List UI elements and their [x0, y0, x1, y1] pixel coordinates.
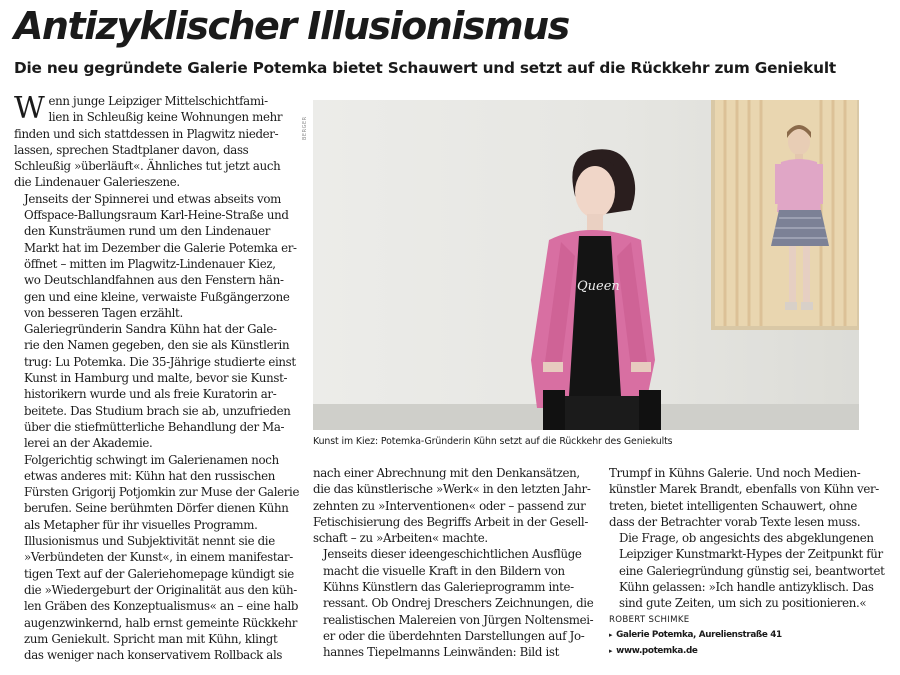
- author-byline: ROBERT SCHIMKE: [609, 614, 690, 625]
- text-line: berufen. Seine berühmten Dörfer dienen Kühn: [24, 501, 289, 516]
- article-column-3: [609, 465, 889, 659]
- painting: [711, 100, 859, 330]
- text-line: rie den Namen gegeben, den sie als Künstlerin: [24, 338, 290, 353]
- article-column-1: [14, 91, 300, 663]
- text-line: eine Galeriegründung günstig sei, beantwortet: [619, 563, 885, 578]
- shirt-print: Queen: [577, 279, 620, 294]
- text-line: enn junge Leipziger Mittelschichtfami-: [48, 94, 268, 108]
- text-line: Kunst in Hamburg und malte, bevor sie Kunst-: [24, 371, 288, 386]
- text-line: macht die visuelle Kraft in den Bildern von: [323, 563, 565, 578]
- text-line: öffnet – mitten im Plagwitz-Lindenauer Kiez,: [24, 256, 276, 271]
- text-line: gen und eine kleine, verwaiste Fußgängerzone: [24, 289, 290, 304]
- text-line: lassen, sprechen Stadtplaner davon, dass: [14, 142, 249, 157]
- website-link[interactable]: www.potemka.de: [616, 645, 698, 656]
- text-line: Markt hat im Dezember die Galerie Potemka er-: [24, 240, 297, 255]
- drop-cap: W: [14, 91, 45, 126]
- text-line: nach einer Abrechnung mit den Denkansätzen,: [313, 466, 580, 480]
- arrow-icon: ▸: [609, 646, 613, 655]
- text-line: Fürsten Grigorij Potjomkin zur Muse der Galerie: [24, 485, 300, 500]
- info-website[interactable]: [609, 643, 889, 659]
- text-line: finden und sich stattdessen in Plagwitz nieder-: [14, 126, 279, 141]
- paragraph: [609, 530, 889, 611]
- text-line: wo Deutschlandfahnen aus den Fenstern hän-: [24, 273, 284, 288]
- text-line: lerei an der Akademie.: [24, 436, 153, 451]
- text-line: das weniger nach konservativem Rollback als: [24, 648, 283, 663]
- text-line: beitete. Das Studium brach sie ab, unzufrieden: [24, 403, 291, 418]
- article-photo: [313, 100, 859, 430]
- text-line: hannes Tiepelmanns Leinwänden: Bild ist: [323, 645, 559, 660]
- text-line: Jenseits der Spinnerei und etwas abseits vom: [24, 191, 281, 206]
- paragraph: [14, 321, 296, 451]
- text-line: ressant. Ob Ondrej Dreschers Zeichnungen, die: [323, 596, 594, 611]
- article-column-2: [313, 465, 598, 661]
- text-line: den Kunsträumen rund um den Lindenauer: [24, 224, 271, 239]
- text-line: als Metapher für ihr visuelles Programm.: [24, 517, 258, 532]
- text-line: zehnten zu »Interventionen« oder – passend zur: [313, 498, 586, 513]
- text-line: historikern wurde und als freie Kuratorin ar-: [24, 387, 277, 402]
- text-line: Kühns Künstlern das Galerieprogramm inte-: [323, 580, 574, 595]
- info-address: [609, 627, 889, 643]
- text-line: realistischen Malereien von Jürgen Noltensmei-: [323, 612, 594, 627]
- paragraph: [313, 546, 598, 660]
- text-line: die Lindenauer Galerieszene.: [14, 175, 180, 190]
- paragraph: [14, 191, 296, 321]
- text-line: über die stiefmütterliche Behandlung der Ma-: [24, 419, 285, 434]
- text-line: Galeriegründerin Sandra Kühn hat der Gale-: [24, 322, 277, 337]
- text-line: Offspace-Ballungsraum Karl-Heine-Straße und: [24, 208, 289, 223]
- text-line: Kühn gelassen: »Ich handle antizyklisch. Das: [619, 580, 874, 595]
- photo-illustration: [313, 100, 859, 430]
- photo-caption: Kunst im Kiez: Potemka-Gründerin Kühn setzt auf die Rückkehr des Geniekults: [313, 436, 673, 447]
- text-line: tigen Text auf der Galeriehomepage kündigt sie: [24, 566, 294, 581]
- arrow-icon: ▸: [609, 630, 613, 639]
- text-line: »Verbündeten der Kunst«, in einem manifestar-: [24, 550, 293, 565]
- text-line: treten, bietet intelligenten Schauwert, ohne: [609, 498, 858, 513]
- photo-credit: BERGER: [302, 116, 308, 140]
- headline: Antizyklischer Illusionismus: [14, 4, 569, 48]
- text-line: er oder die überdehnten Darstellungen auf Jo-: [323, 628, 585, 643]
- info-address-text: Galerie Potemka, Aurelienstraße 41: [616, 629, 782, 640]
- text-line: künstler Marek Brandt, ebenfalls von Kühn ver-: [609, 482, 879, 497]
- paragraph: [14, 452, 300, 664]
- text-line: Fetischisierung des Begriffs Arbeit in der Gesell-: [313, 514, 588, 529]
- text-line: sind gute Zeiten, um sich zu positionieren.«: [619, 596, 867, 611]
- text-line: trug: Lu Potemka. Die 35-Jährige studierte einst: [24, 354, 296, 369]
- text-line: Schleußig »überläuft«. Ähnliches tut jetzt auch: [14, 159, 281, 174]
- text-line: Trumpf in Kühns Galerie. Und noch Medien-: [609, 466, 861, 480]
- text-line: etwas anderes mit: Kühn hat den russischen: [24, 468, 276, 483]
- text-line: Die Frage, ob angesichts des abgeklungenen: [619, 531, 874, 546]
- text-line: Jenseits dieser ideengeschichtlichen Ausflüge: [323, 547, 582, 562]
- text-line: lien in Schleußig keine Wohnungen mehr: [48, 110, 283, 125]
- text-line: dass der Betrachter vorab Texte lesen muss.: [609, 514, 861, 529]
- text-line: von besseren Tagen erzählt.: [24, 305, 183, 320]
- woman: [531, 149, 661, 430]
- subheadline: Die neu gegründete Galerie Potemka bietet Schauwert und setzt auf die Rückkehr zum Geniekult: [14, 59, 836, 77]
- text-line: len Gräben des Konzeptualismus« an – eine halb: [24, 599, 299, 614]
- text-line: Folgerichtig schwingt im Galerienamen noch: [24, 452, 279, 467]
- text-line: augenzwinkernd, halb ernst gemeinte Rückkehr: [24, 615, 298, 630]
- text-line: schaft – zu »Arbeiten« machte.: [313, 531, 488, 546]
- text-line: die das künstlerische »Werk« in den letzten Jahr-: [313, 482, 591, 497]
- text-line: Leipziger Kunstmarkt-Hypes der Zeitpunkt für: [619, 547, 883, 562]
- text-line: Illusionismus und Subjektivität nennt sie die: [24, 534, 275, 549]
- paragraph: [313, 465, 598, 546]
- text-line: zum Geniekult. Spricht man mit Kühn, klingt: [24, 631, 278, 646]
- text-line: die »Wiedergeburt der Originalität aus den küh-: [24, 582, 297, 597]
- paragraph: [14, 93, 296, 191]
- paragraph: [609, 465, 889, 530]
